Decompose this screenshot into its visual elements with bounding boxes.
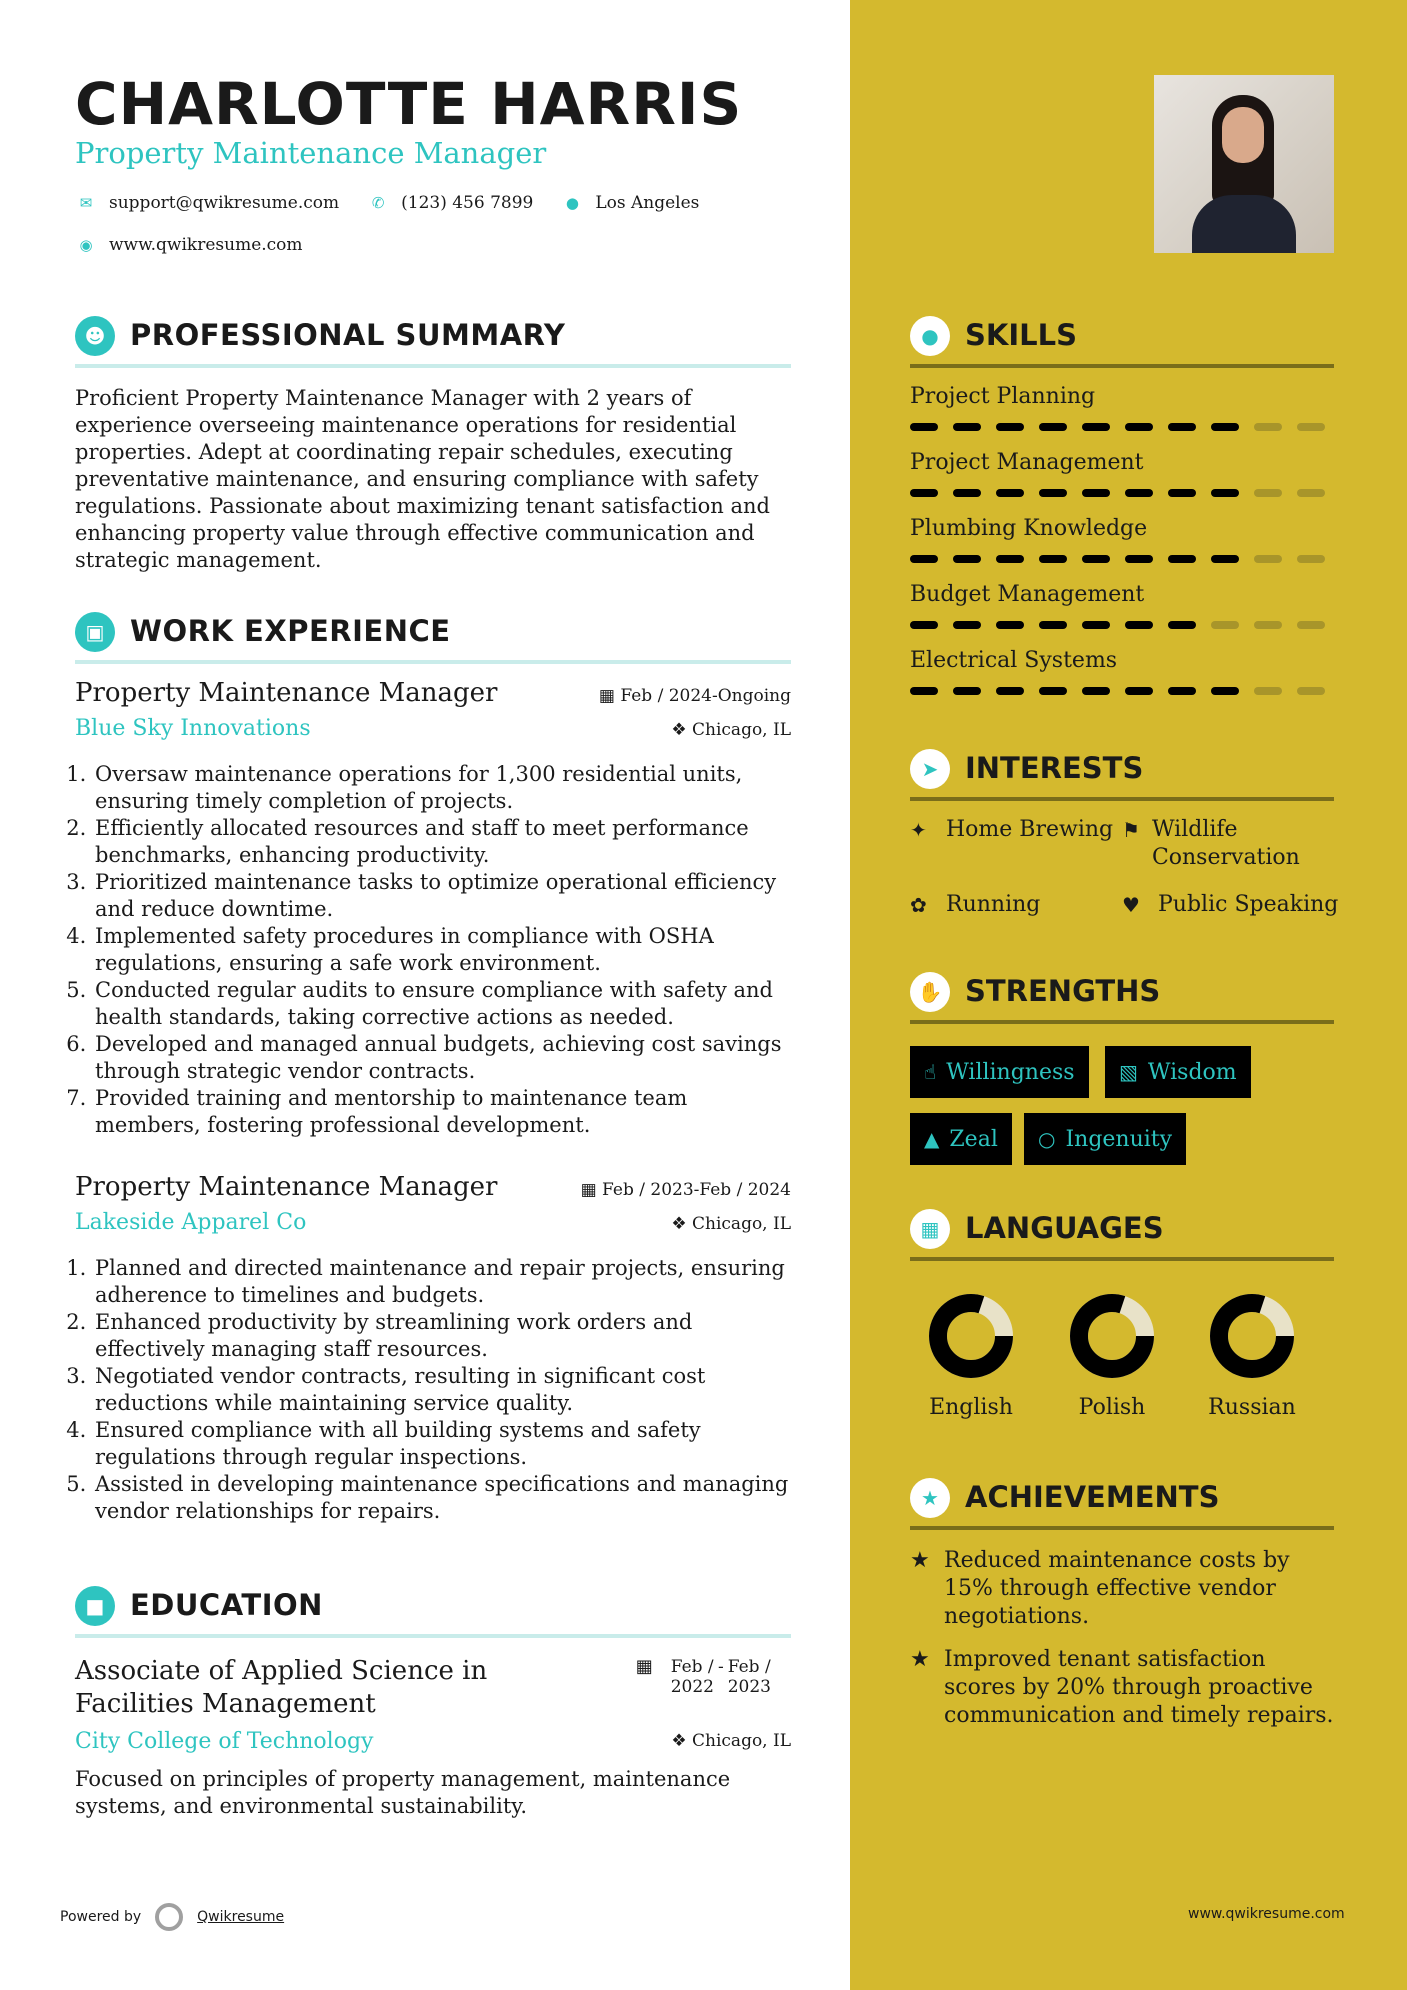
skill-dash bbox=[953, 423, 981, 431]
skill-name: Project Planning bbox=[910, 384, 1096, 409]
job-company: Blue Sky Innovations bbox=[75, 716, 311, 741]
star-badge-icon: ★ bbox=[910, 1478, 950, 1518]
skill-dash bbox=[953, 555, 981, 563]
calendar-icon: ▦ bbox=[580, 1180, 603, 1200]
school-name: City College of Technology bbox=[75, 1729, 374, 1754]
globe-icon: ◉ bbox=[79, 236, 93, 254]
skill-level-bar bbox=[910, 621, 1334, 629]
email-link[interactable]: support@qwikresume.com bbox=[109, 193, 340, 213]
skill-dash bbox=[1254, 555, 1282, 563]
envelope-icon: ✉ bbox=[79, 194, 93, 212]
education-location bbox=[671, 1731, 791, 1751]
language-item bbox=[916, 1293, 1026, 1420]
qwikresume-logo-icon bbox=[155, 1903, 183, 1931]
skill-dash bbox=[1039, 423, 1067, 431]
paper-plane-icon: ➤ bbox=[910, 749, 950, 789]
skill-dash bbox=[1039, 621, 1067, 629]
skills-section-header bbox=[910, 308, 1334, 368]
interest-label: Home Brewing bbox=[946, 817, 1114, 842]
thumbs-up-icon: ☝ bbox=[924, 1060, 937, 1084]
list-item: 1. Planned and directed maintenance and repair projects, ensuring adherence to timelines and budgets. bbox=[93, 1255, 791, 1309]
language-name: Polish bbox=[1078, 1395, 1146, 1420]
languages-section-header bbox=[910, 1201, 1334, 1261]
language-name: English bbox=[929, 1395, 1013, 1420]
job-bullets bbox=[75, 1255, 791, 1525]
skill-dash bbox=[910, 489, 938, 497]
skill-dash bbox=[996, 621, 1024, 629]
job-location bbox=[671, 1214, 791, 1234]
skill-dash bbox=[1039, 555, 1067, 563]
flag-icon: ⚑ bbox=[1122, 818, 1140, 842]
footer-site-link[interactable]: www.qwikresume.com bbox=[1188, 1906, 1345, 1922]
skill-dash bbox=[1297, 489, 1325, 497]
job-location bbox=[671, 720, 791, 740]
skill-level-bar bbox=[910, 423, 1334, 431]
pushpin-icon: ❖ bbox=[671, 720, 693, 740]
strength-tag bbox=[910, 1113, 1012, 1165]
list-item: 2. Efficiently allocated resources and staff to meet performance benchmarks, enhancing productivity. bbox=[93, 815, 791, 869]
skill-name: Budget Management bbox=[910, 582, 1145, 607]
job-date-text: Feb / 2023-Feb / 2024 bbox=[602, 1180, 791, 1200]
degree-title: Associate of Applied Science in Facilities Management bbox=[75, 1656, 488, 1719]
skill-dash bbox=[996, 687, 1024, 695]
skill-dash bbox=[1211, 423, 1239, 431]
skill-name: Project Management bbox=[910, 450, 1144, 475]
phone-number: (123) 456 7899 bbox=[401, 193, 534, 213]
job-date bbox=[599, 686, 791, 706]
job-title: Property Maintenance Manager bbox=[75, 678, 498, 708]
office-chair-icon: ▣ bbox=[75, 612, 115, 652]
job-entry bbox=[75, 678, 791, 1139]
skill-dash bbox=[1082, 423, 1110, 431]
skill-dash bbox=[1254, 687, 1282, 695]
education-dates bbox=[636, 1657, 771, 1697]
star-icon: ★ bbox=[910, 1548, 930, 1573]
skill-dash bbox=[1168, 423, 1196, 431]
language-donut bbox=[1209, 1293, 1295, 1379]
contact-row-2 bbox=[75, 235, 331, 255]
phone-icon: ✆ bbox=[371, 194, 385, 212]
interest-item bbox=[910, 891, 1040, 919]
skill-dash bbox=[1254, 423, 1282, 431]
skill-dash bbox=[1211, 621, 1239, 629]
puzzle-icon: ✦ bbox=[910, 818, 927, 842]
job-location-text: Chicago, IL bbox=[692, 1214, 791, 1234]
achievement-text: Improved tenant satisfaction scores by 20% through proactive communication and timely repairs. bbox=[944, 1647, 1334, 1728]
hand-icon: ✋ bbox=[910, 972, 950, 1012]
skill-dash bbox=[953, 687, 981, 695]
language-icon: ▦ bbox=[910, 1209, 950, 1249]
interest-label: Public Speaking bbox=[1158, 892, 1339, 917]
strength-label: Willingness bbox=[946, 1059, 1075, 1085]
language-name: Russian bbox=[1208, 1395, 1296, 1420]
powered-by bbox=[60, 1903, 284, 1931]
skill-dash bbox=[910, 621, 938, 629]
interest-item bbox=[1122, 891, 1338, 919]
interest-label: Running bbox=[946, 892, 1041, 917]
skill-dash bbox=[1082, 489, 1110, 497]
date-separator: - bbox=[717, 1657, 724, 1677]
lightbulb-icon: ● bbox=[910, 316, 950, 356]
powered-by-label: Powered by bbox=[60, 1909, 142, 1925]
skill-dash bbox=[910, 555, 938, 563]
interests-heading: INTERESTS bbox=[965, 751, 1144, 785]
languages-heading: LANGUAGES bbox=[965, 1211, 1164, 1245]
skill-item bbox=[910, 384, 1334, 431]
job-bullets bbox=[75, 761, 791, 1139]
education-heading: EDUCATION bbox=[130, 1588, 323, 1622]
skill-dash bbox=[1168, 621, 1196, 629]
job-company: Lakeside Apparel Co bbox=[75, 1210, 307, 1235]
interest-label: Wildlife Conservation bbox=[1151, 817, 1300, 870]
skill-dash bbox=[1297, 621, 1325, 629]
skill-dash bbox=[1254, 489, 1282, 497]
skill-dash bbox=[1168, 555, 1196, 563]
skill-dash bbox=[1211, 687, 1239, 695]
skill-dash bbox=[1125, 621, 1153, 629]
skills-heading: SKILLS bbox=[965, 318, 1077, 352]
calendar-icon: ▦ bbox=[598, 686, 621, 706]
list-item: 6. Developed and managed annual budgets, achieving cost savings through strategic vendor contracts. bbox=[93, 1031, 791, 1085]
job-title: Property Maintenance Manager bbox=[75, 1172, 498, 1202]
education-location-text: Chicago, IL bbox=[692, 1731, 791, 1751]
list-item: 3. Negotiated vendor contracts, resulting in significant cost reductions while maintaining service quality. bbox=[93, 1363, 791, 1417]
skill-dash bbox=[1125, 489, 1153, 497]
candidate-name: CHARLOTTE HARRIS bbox=[75, 70, 743, 138]
strength-tag bbox=[1024, 1113, 1186, 1165]
summary-section-header bbox=[75, 308, 791, 368]
skill-dash bbox=[1082, 555, 1110, 563]
education-section-header bbox=[75, 1578, 791, 1638]
list-item: 5. Conducted regular audits to ensure compliance with safety and health standards, taking corrective actions as needed. bbox=[93, 977, 791, 1031]
profile-photo bbox=[1154, 75, 1334, 253]
interest-item bbox=[910, 816, 1113, 844]
strength-label: Wisdom bbox=[1147, 1059, 1237, 1085]
user-icon: ☻ bbox=[75, 316, 115, 356]
strength-tag bbox=[910, 1046, 1089, 1098]
education-start-date: Feb / 2022 bbox=[670, 1657, 714, 1697]
education-entry bbox=[75, 1655, 791, 1820]
skill-name: Electrical Systems bbox=[910, 648, 1118, 673]
website-link[interactable]: www.qwikresume.com bbox=[109, 235, 303, 255]
language-donut bbox=[928, 1293, 1014, 1379]
job-date-text: Feb / 2024-Ongoing bbox=[620, 686, 791, 706]
list-item: 1. Oversaw maintenance operations for 1,300 residential units, ensuring timely completion of projects. bbox=[93, 761, 791, 815]
skill-dash bbox=[1082, 687, 1110, 695]
star-icon: ★ bbox=[910, 1647, 930, 1672]
achievement-text: Reduced maintenance costs by 15% through effective vendor negotiations. bbox=[944, 1548, 1290, 1629]
experience-section-header bbox=[75, 604, 791, 664]
list-item: 4. Ensured compliance with all building systems and safety regulations through regular inspections. bbox=[93, 1417, 791, 1471]
skill-dash bbox=[1297, 423, 1325, 431]
skill-name: Plumbing Knowledge bbox=[910, 516, 1148, 541]
achievements-heading: ACHIEVEMENTS bbox=[965, 1480, 1220, 1514]
skill-dash bbox=[1168, 687, 1196, 695]
list-item: 7. Provided training and mentorship to maintenance team members, fostering professional development. bbox=[93, 1085, 791, 1139]
list-item: 3. Prioritized maintenance tasks to optimize operational efficiency and reduce downtime. bbox=[93, 869, 791, 923]
skill-dash bbox=[953, 489, 981, 497]
book-icon: ▧ bbox=[1119, 1060, 1138, 1084]
skill-item bbox=[910, 516, 1334, 563]
achievement-item bbox=[910, 1547, 1334, 1631]
job-date bbox=[581, 1180, 791, 1200]
skill-dash bbox=[1254, 621, 1282, 629]
skill-dash bbox=[1082, 621, 1110, 629]
skill-item bbox=[910, 450, 1334, 497]
education-end-date: Feb / 2023 bbox=[727, 1657, 771, 1697]
skill-item bbox=[910, 648, 1334, 695]
skill-dash bbox=[1125, 555, 1153, 563]
list-item: 2. Enhanced productivity by streamlining work orders and effectively managing staff resources. bbox=[93, 1309, 791, 1363]
lightbulb-icon: ○ bbox=[1038, 1127, 1056, 1151]
fire-icon: ▲ bbox=[924, 1127, 940, 1151]
achievement-item bbox=[910, 1646, 1334, 1730]
strength-label: Zeal bbox=[949, 1126, 998, 1152]
pushpin-icon: ❖ bbox=[671, 1731, 693, 1751]
graduate-icon: ■ bbox=[75, 1586, 115, 1626]
skill-level-bar bbox=[910, 489, 1334, 497]
skill-item bbox=[910, 582, 1334, 629]
strength-tag bbox=[1105, 1046, 1251, 1098]
strengths-heading: STRENGTHS bbox=[965, 974, 1161, 1008]
list-item: 4. Implemented safety procedures in compliance with OSHA regulations, ensuring a safe work environment. bbox=[93, 923, 791, 977]
skill-dash bbox=[1125, 423, 1153, 431]
skill-dash bbox=[1297, 555, 1325, 563]
skill-dash bbox=[910, 687, 938, 695]
strengths-section-header bbox=[910, 964, 1334, 1024]
skill-dash bbox=[996, 423, 1024, 431]
language-donut bbox=[1069, 1293, 1155, 1379]
calendar-icon: ▦ bbox=[635, 1656, 653, 1677]
skill-level-bar bbox=[910, 687, 1334, 695]
skill-dash bbox=[996, 489, 1024, 497]
skill-level-bar bbox=[910, 555, 1334, 563]
achievements-section-header bbox=[910, 1470, 1334, 1530]
education-description: Focused on principles of property management, maintenance systems, and environmental sustainability. bbox=[75, 1767, 731, 1818]
job-entry bbox=[75, 1172, 791, 1525]
heartbeat-icon: ♥ bbox=[1122, 893, 1140, 917]
summary-text: Proficient Property Maintenance Manager with 2 years of experience overseeing maintenance operations for residential properties. Adept at coordinating repair schedules, executing preventative maintenance, and ensuring compliance with safety regulations. Passionate about maximizing tenant satisfaction and enhancing property value through effective communication and strategic management. bbox=[75, 386, 770, 572]
map-pin-icon: ● bbox=[565, 194, 579, 212]
skill-dash bbox=[1125, 687, 1153, 695]
strength-label: Ingenuity bbox=[1065, 1126, 1173, 1152]
experience-heading: WORK EXPERIENCE bbox=[130, 614, 451, 648]
location-text: Los Angeles bbox=[595, 193, 700, 213]
job-location-text: Chicago, IL bbox=[692, 720, 791, 740]
skill-dash bbox=[1211, 489, 1239, 497]
interests-section-header bbox=[910, 741, 1334, 801]
candidate-title: Property Maintenance Manager bbox=[75, 136, 547, 170]
qwikresume-link[interactable]: Qwikresume bbox=[197, 1909, 285, 1925]
skill-dash bbox=[996, 555, 1024, 563]
language-item bbox=[1057, 1293, 1167, 1420]
contact-row-1 bbox=[75, 193, 727, 213]
skill-dash bbox=[953, 621, 981, 629]
list-item: 5. Assisted in developing maintenance specifications and managing vendor relationships for repairs. bbox=[93, 1471, 791, 1525]
paw-icon: ✿ bbox=[910, 893, 927, 917]
pushpin-icon: ❖ bbox=[671, 1214, 693, 1234]
summary-heading: PROFESSIONAL SUMMARY bbox=[130, 318, 566, 352]
language-item bbox=[1197, 1293, 1307, 1420]
skill-dash bbox=[1297, 687, 1325, 695]
skill-dash bbox=[910, 423, 938, 431]
skill-dash bbox=[1168, 489, 1196, 497]
interest-item bbox=[1122, 816, 1322, 872]
skill-dash bbox=[1039, 489, 1067, 497]
skill-dash bbox=[1039, 687, 1067, 695]
skill-dash bbox=[1211, 555, 1239, 563]
